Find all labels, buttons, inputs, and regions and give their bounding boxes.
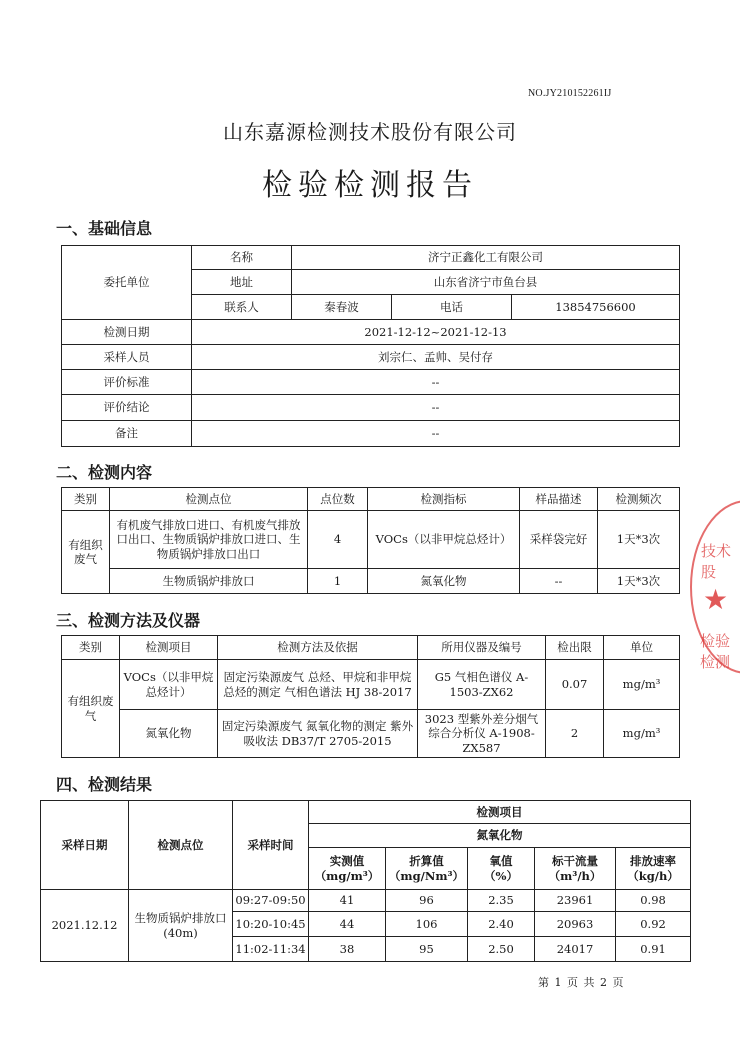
name-value: 济宁正鑫化工有限公司	[292, 246, 680, 270]
time-cell: 10:20-10:45	[233, 912, 309, 937]
contact-label: 联系人	[192, 295, 292, 320]
col-header: 点位数	[308, 488, 368, 511]
oxygen-cell: 2.35	[468, 890, 535, 912]
point-cell: 生物质锅炉排放口	[110, 569, 308, 594]
section-results-heading: 四、检测结果	[56, 775, 153, 794]
remark-label: 备注	[62, 421, 192, 447]
limit-cell: 2	[546, 710, 604, 758]
oxygen-cell: 2.40	[468, 912, 535, 937]
freq-cell: 1天*3次	[598, 569, 680, 594]
flow-header: 标干流量 （m³/h）	[535, 848, 616, 890]
date-value: 2021-12-12~2021-12-13	[192, 320, 680, 345]
contact-value: 秦春波	[292, 295, 392, 320]
col-header: 样品描述	[520, 488, 598, 511]
address-value: 山东省济宁市鱼台县	[292, 270, 680, 295]
section-basic-info-heading: 一、基础信息	[56, 219, 153, 238]
table-row	[62, 511, 680, 569]
page-number: 第 1 页 共 2 页	[538, 976, 625, 989]
col-header: 单位	[604, 636, 680, 660]
time-header: 采样时间	[233, 801, 309, 890]
rate-cell: 0.91	[616, 937, 691, 962]
flow-cell: 20963	[535, 912, 616, 937]
col-header: 检测频次	[598, 488, 680, 511]
time-cell: 09:27-09:50	[233, 890, 309, 912]
converted-cell: 106	[386, 912, 468, 937]
time-cell: 11:02-11:34	[233, 937, 309, 962]
method-cell: 固定污染源废气 总烃、甲烷和非甲烷总烃的测定 气相色谱法 HJ 38-2017	[218, 660, 418, 710]
phone-label: 电话	[392, 295, 512, 320]
seal-star-icon: ★	[703, 583, 729, 616]
desc-cell: --	[520, 569, 598, 594]
category-cell: 有组织废气	[62, 511, 110, 594]
results-table	[40, 800, 691, 962]
count-cell: 1	[308, 569, 368, 594]
phone-value: 13854756600	[512, 295, 680, 320]
seal-top-text: 技术股	[701, 542, 732, 581]
address-label: 地址	[192, 270, 292, 295]
col-header: 检测点位	[110, 488, 308, 511]
standard-label: 评价标准	[62, 370, 192, 395]
items-header: 检测项目	[309, 801, 691, 824]
seal-bottom-text: 检验检测	[700, 632, 731, 671]
table-row	[62, 569, 680, 594]
oxygen-header: 氧值 （%）	[468, 848, 535, 890]
col-header: 检测项目	[120, 636, 218, 660]
conclusion-label: 评价结论	[62, 395, 192, 421]
client-label: 委托单位	[62, 246, 192, 320]
rate-cell: 0.92	[616, 912, 691, 937]
method-table	[61, 635, 680, 758]
measured-cell: 38	[309, 937, 386, 962]
converted-cell: 96	[386, 890, 468, 912]
standard-value: --	[192, 370, 680, 395]
converted-cell: 95	[386, 937, 468, 962]
content-table	[61, 487, 680, 594]
col-header: 检测方法及依据	[218, 636, 418, 660]
point-header: 检测点位	[129, 801, 233, 890]
method-cell: 固定污染源废气 氮氧化物的测定 紫外吸收法 DB37/T 2705-2015	[218, 710, 418, 758]
date-cell: 2021.12.12	[41, 890, 129, 962]
unit-cell: mg/m³	[604, 660, 680, 710]
indicator-cell: VOCs（以非甲烷总烃计）	[368, 511, 520, 569]
rate-header: 排放速率 （kg/h）	[616, 848, 691, 890]
conclusion-value: --	[192, 395, 680, 421]
measured-cell: 44	[309, 912, 386, 937]
unit-cell: mg/m³	[604, 710, 680, 758]
date-header: 采样日期	[41, 801, 129, 890]
report-title: 检验检测报告	[262, 168, 478, 203]
basic-info-table	[61, 245, 680, 447]
table-row	[62, 710, 680, 758]
count-cell: 4	[308, 511, 368, 569]
table-row	[62, 660, 680, 710]
col-header: 检出限	[546, 636, 604, 660]
converted-header: 折算值 （mg/Nm³）	[386, 848, 468, 890]
table-row	[41, 890, 691, 912]
desc-cell: 采样袋完好	[520, 511, 598, 569]
measured-header: 实测值 （mg/m³）	[309, 848, 386, 890]
measured-cell: 41	[309, 890, 386, 912]
instrument-cell: G5 气相色谱仪 A-1503-ZX62	[418, 660, 546, 710]
col-header: 所用仪器及编号	[418, 636, 546, 660]
point-cell: 生物质锅炉排放口(40m)	[129, 890, 233, 962]
report-number: NO.JY210152261IJ	[528, 88, 612, 99]
oxygen-cell: 2.50	[468, 937, 535, 962]
instrument-cell: 3023 型紫外差分烟气综合分析仪 A-1908-ZX587	[418, 710, 546, 758]
category-cell: 有组织废气	[62, 660, 120, 758]
pollutant-header: 氮氧化物	[309, 824, 691, 848]
section-method-heading: 三、检测方法及仪器	[56, 611, 201, 630]
point-cell: 有机废气排放口进口、有机废气排放口出口、生物质锅炉排放口进口、生物质锅炉排放口出口	[110, 511, 308, 569]
flow-cell: 24017	[535, 937, 616, 962]
rate-cell: 0.98	[616, 890, 691, 912]
flow-cell: 23961	[535, 890, 616, 912]
company-name: 山东嘉源检测技术股份有限公司	[223, 120, 517, 144]
sampler-value: 刘宗仁、孟帅、吴付存	[192, 345, 680, 370]
date-label: 检测日期	[62, 320, 192, 345]
col-header: 类别	[62, 636, 120, 660]
limit-cell: 0.07	[546, 660, 604, 710]
section-content-heading: 二、检测内容	[56, 463, 153, 482]
freq-cell: 1天*3次	[598, 511, 680, 569]
name-label: 名称	[192, 246, 292, 270]
indicator-cell: 氮氧化物	[368, 569, 520, 594]
item-cell: VOCs（以非甲烷总烃计）	[120, 660, 218, 710]
item-cell: 氮氧化物	[120, 710, 218, 758]
col-header: 检测指标	[368, 488, 520, 511]
col-header: 类别	[62, 488, 110, 511]
remark-value: --	[192, 421, 680, 447]
sampler-label: 采样人员	[62, 345, 192, 370]
